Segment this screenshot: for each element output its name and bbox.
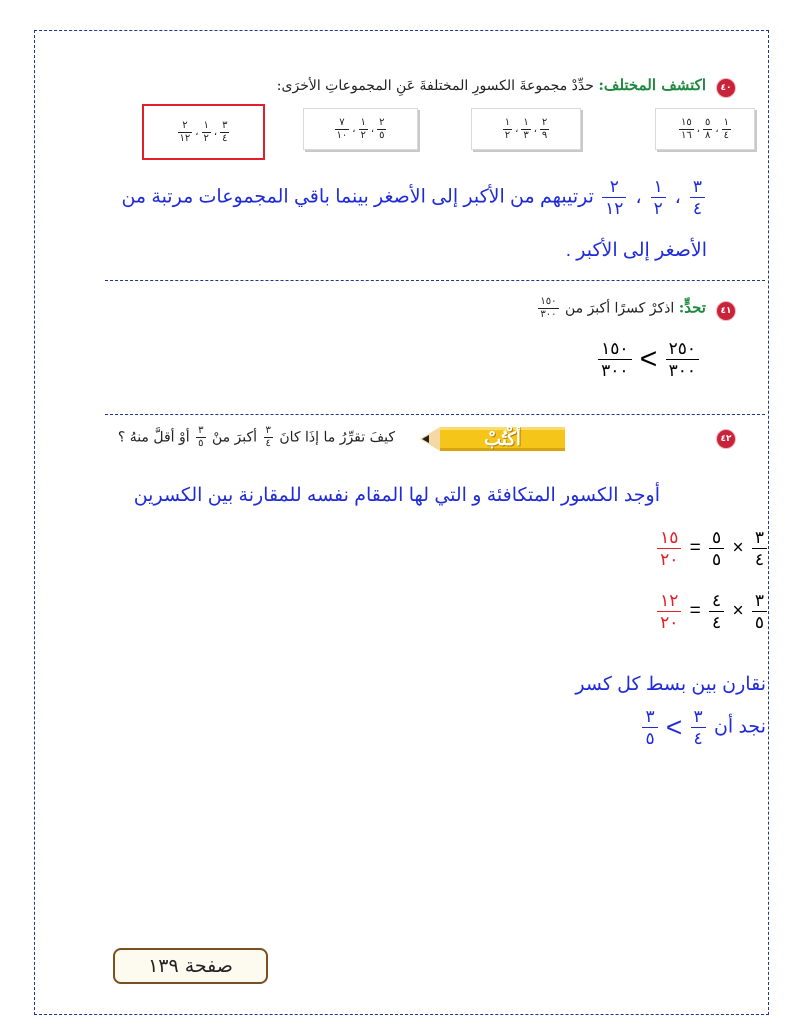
question-40-prompt: حدِّدْ مجموعةَ الكسورِ المختلفةَ عَنِ المجموعاتِ الأخرَى: bbox=[276, 78, 594, 94]
fraction-group-3 bbox=[303, 108, 418, 150]
question-41-header bbox=[536, 296, 706, 321]
prompt-fraction: ١٥٠ ٣٠٠ bbox=[540, 296, 557, 320]
separator: ، bbox=[370, 123, 375, 135]
fraction: ١٥ ١٦ bbox=[681, 116, 692, 141]
separator: ، bbox=[515, 123, 519, 135]
page-number-label: صفحة ١٣٩ bbox=[148, 955, 233, 977]
fraction: ٢ ٩ bbox=[541, 116, 548, 141]
question-number-41: ٤١ bbox=[716, 301, 736, 321]
eq1-equals: = bbox=[689, 537, 701, 559]
separator: ، bbox=[635, 186, 642, 208]
less-than-sign: < bbox=[639, 342, 658, 376]
fraction-group-1 bbox=[655, 108, 755, 150]
question-41-answer bbox=[595, 338, 702, 381]
answer-text-line1: ترتيبهم من الأكبر إلى الأصغر بينما باقي المجموعات مرتبة من bbox=[121, 186, 594, 208]
prompt-part-c: أوْ أقلَّ منهُ ؟ bbox=[117, 429, 190, 446]
question-42-prompt bbox=[118, 425, 395, 450]
question-number-40: ٤٠ bbox=[716, 78, 736, 98]
prompt-fraction-a: ٣ ٤ bbox=[265, 425, 271, 449]
prompt-fraction-b: ٣ ٥ bbox=[198, 425, 204, 449]
eq2-multiplier: ٤ ٤ bbox=[709, 590, 724, 633]
eq2-fraction: ٣ ٥ bbox=[752, 590, 767, 633]
page-number-badge bbox=[113, 948, 268, 984]
fraction: ٥ ٨ bbox=[705, 116, 711, 141]
eq2-result: ١٢ ٢٠ bbox=[657, 590, 681, 633]
fraction: ١ ٢ bbox=[203, 119, 209, 144]
eq1-multiplier: ٥ ٥ bbox=[709, 527, 724, 570]
conclusion-right-fraction: ٣ ٥ bbox=[642, 706, 657, 749]
fraction: ١ ٢ bbox=[651, 176, 666, 219]
answer-left-fraction: ١٥٠ ٣٠٠ bbox=[598, 338, 631, 381]
answer-fractions bbox=[599, 177, 708, 218]
question-number-42: ٤٢ bbox=[716, 429, 736, 449]
conclusion-text: نجد أن bbox=[713, 716, 766, 738]
question-40-label: اكتشف المختلف: bbox=[598, 76, 706, 94]
separator: ، bbox=[715, 123, 719, 135]
eq1-fraction: ٣ ٤ bbox=[752, 527, 767, 570]
fraction: ٣ ٤ bbox=[690, 176, 705, 219]
equation-2 bbox=[550, 590, 770, 633]
fraction-group-2 bbox=[471, 108, 581, 150]
eq2-equals: = bbox=[689, 600, 701, 622]
fraction: ٧ ١٠ bbox=[336, 116, 348, 141]
divider-1 bbox=[105, 280, 765, 281]
conclusion bbox=[639, 706, 766, 749]
prompt-part-b: أكبرَ منْ bbox=[211, 429, 258, 446]
separator: ، bbox=[696, 123, 700, 135]
write-pencil-banner bbox=[420, 427, 565, 451]
question-41-prompt: اذكرْ كسرًا أكبرَ من bbox=[564, 300, 675, 317]
question-40-answer-line2: الأصغر إلى الأكبر . bbox=[565, 240, 707, 261]
fraction: ١ ٤ bbox=[723, 116, 729, 141]
fraction: ٣ ٤ bbox=[222, 119, 228, 144]
question-42-answer-intro: أوجد الكسور المتكافئة و التي لها المقام نفسه للمقارنة بين الكسرين bbox=[133, 485, 660, 506]
separator: ، bbox=[213, 126, 218, 138]
fraction: ١ ٣ bbox=[523, 116, 529, 141]
question-41-label: تحدٍّ: bbox=[678, 298, 706, 317]
fraction: ٢ ١٢ bbox=[602, 176, 626, 219]
write-label: أكْتُبْ bbox=[440, 427, 565, 451]
eq1-times: × bbox=[732, 537, 744, 559]
fraction-group-4-highlighted bbox=[142, 104, 265, 160]
fraction: ٢ ١٢ bbox=[179, 119, 191, 144]
question-40-answer-line1 bbox=[121, 176, 708, 219]
eq2-times: × bbox=[732, 600, 744, 622]
separator: ، bbox=[674, 186, 681, 208]
conclusion-left-fraction: ٣ ٤ bbox=[691, 706, 706, 749]
greater-than-sign: > bbox=[665, 711, 683, 743]
fraction: ١ ٢ bbox=[504, 116, 511, 141]
prompt-part-a: كيفَ تقرِّرُ ما إذَا كانَ bbox=[279, 429, 395, 446]
eq1-result: ١٥ ٢٠ bbox=[657, 527, 681, 570]
fraction: ١ ٢ bbox=[360, 116, 366, 141]
separator: ، bbox=[533, 123, 537, 135]
separator: ، bbox=[195, 126, 199, 138]
compare-text: نقارن بين بسط كل كسر bbox=[575, 674, 766, 695]
equation-1 bbox=[550, 527, 770, 570]
divider-2 bbox=[105, 414, 765, 415]
question-40-header bbox=[277, 76, 706, 94]
answer-right-fraction: ٢٥٠ ٣٠٠ bbox=[666, 338, 699, 381]
fraction: ٢ ٥ bbox=[379, 116, 385, 141]
separator: ، bbox=[352, 123, 356, 135]
pencil-tip-icon bbox=[420, 427, 440, 451]
